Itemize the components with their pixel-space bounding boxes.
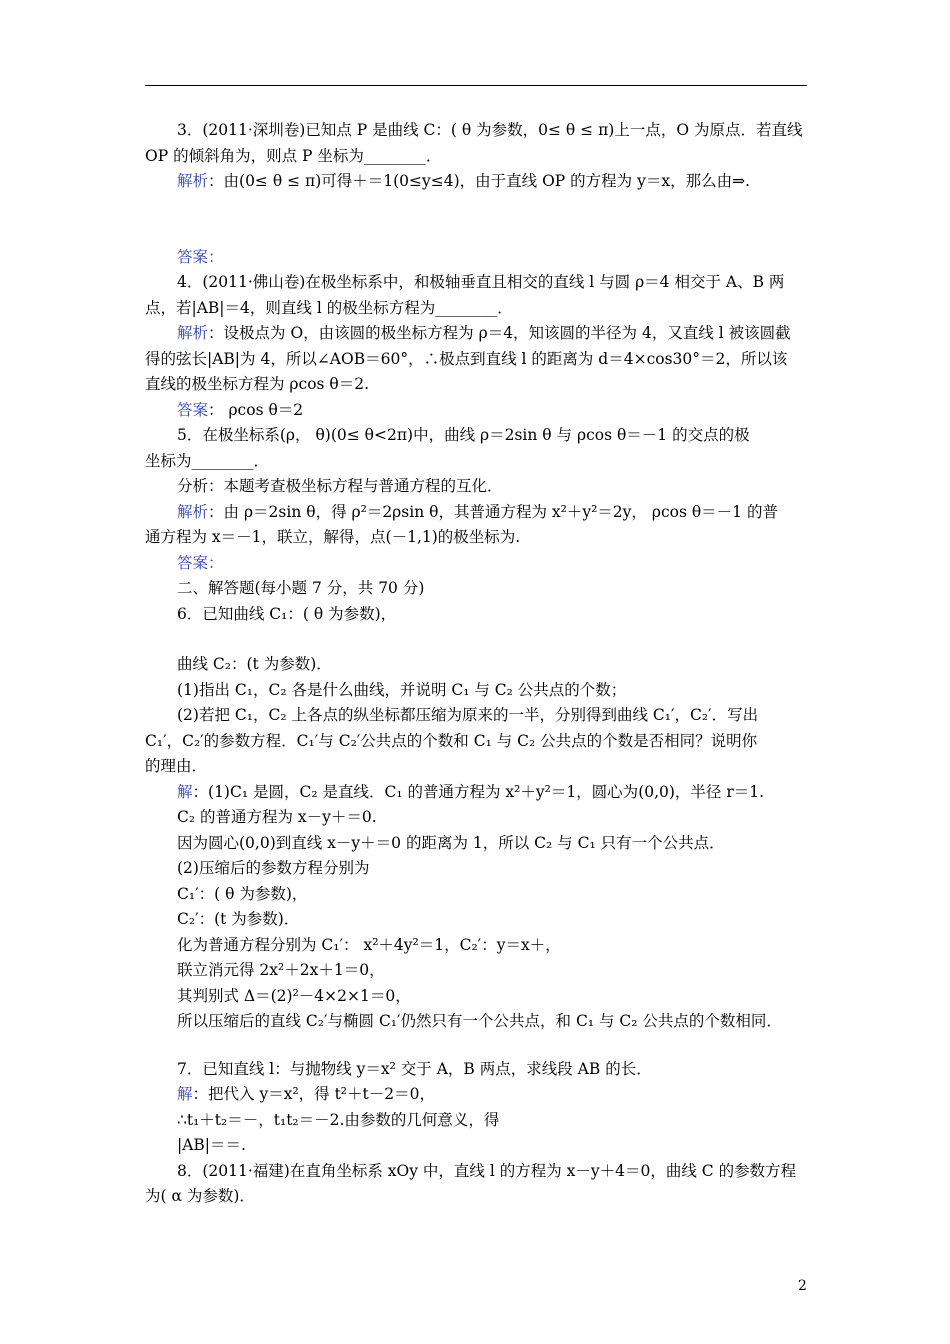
section-label: 解	[177, 782, 193, 801]
text-line	[145, 372, 807, 398]
text-line	[145, 500, 807, 526]
text-segment: |AB|＝＝.	[177, 1136, 246, 1154]
text-segment: C₁′，C₂′的参数方程．C₁′与 C₂′公共点的个数和 C₁ 与 C₂ 公共点的个数是否相同？说明你	[145, 731, 758, 750]
text-line	[145, 652, 807, 678]
text-segment: 曲线 C₂：(t 为参数)．	[177, 655, 332, 673]
text-line	[145, 169, 807, 195]
text-segment: (2)若把 C₁，C₂ 上各点的纵坐标都压缩为原来的一半，分别得到曲线 C₁′，C₂′．写出	[177, 706, 759, 724]
text-segment: 化为普通方程分别为 C₁′： x²＋4y²＝1，C₂′：y＝x＋，	[177, 935, 561, 954]
text-line	[145, 984, 807, 1010]
text-line	[145, 729, 807, 755]
text-line	[145, 1133, 807, 1159]
text-line	[145, 144, 807, 170]
text-segment: 坐标为________．	[145, 451, 270, 470]
text-segment: 7．已知直线 l：与抛物线 y＝x² 交于 A，B 两点，求线段 AB 的长．	[177, 1059, 652, 1078]
text-line	[145, 1009, 807, 1035]
text-line	[145, 831, 807, 857]
text-line	[145, 551, 807, 577]
text-segment: 的理由．	[145, 757, 208, 775]
text-segment: ：把代入 y＝x²，得 t²＋t－2＝0，	[192, 1085, 435, 1103]
text-segment: 所以压缩后的直线 C₂′与椭圆 C₁′仍然只有一个公共点，和 C₁ 与 C₂ 公共点的个数相同．	[177, 1012, 782, 1030]
text-line	[145, 449, 807, 475]
text-line	[145, 1082, 807, 1108]
text-line	[145, 754, 807, 780]
text-segment: 得的弦长|AB|为 4，所以∠AOB＝60°，∴极点到直线 l 的距离为 d＝4×cos30°＝2，所以该	[145, 349, 788, 368]
text-line	[145, 270, 807, 296]
section-label: 答案	[177, 400, 209, 419]
text-line	[145, 576, 807, 602]
text-segment: 3．(2011·深圳卷)已知点 P 是曲线 C：( θ 为参数，0≤ θ ≤ π)上一点，O 为原点．若直线	[177, 121, 803, 139]
text-segment: ： ρcos θ＝2	[208, 400, 304, 419]
text-line	[145, 321, 807, 347]
text-line	[145, 958, 807, 984]
text-segment: 为( α 为参数)．	[145, 1187, 255, 1205]
section-label: 答案：	[177, 247, 224, 266]
text-line	[145, 1159, 807, 1185]
text-line	[145, 398, 807, 424]
text-line	[145, 678, 807, 704]
text-segment: C₂ 的普通方程为 x－y＋＝0.	[177, 808, 377, 826]
text-line	[145, 703, 807, 729]
text-segment: 4．(2011·佛山卷)在极坐标系中，和极轴垂直且相交的直线 l 与圆 ρ＝4 相交于 A、B 两	[177, 273, 785, 291]
section-label: 答案：	[177, 553, 224, 572]
text-line	[145, 296, 807, 322]
text-segment: 二、解答题(每小题 7 分，共 70 分)	[177, 579, 425, 597]
text-segment: C₁′：( θ 为参数)，	[177, 884, 308, 903]
blank-space	[145, 627, 807, 652]
section-label: 解析	[177, 502, 209, 521]
text-segment: (2)压缩后的参数方程分别为	[177, 859, 370, 877]
blank-space	[145, 195, 807, 245]
text-line	[145, 474, 807, 500]
text-segment: ：由(0≤ θ ≤ π)可得＋＝1(0≤y≤4)，由于直线 OP 的方程为 y＝x，那么由⇒.	[208, 172, 750, 190]
text-line	[145, 1184, 807, 1210]
text-segment: 联立消元得 2x²＋2x＋1＝0，	[177, 961, 385, 979]
document-body	[145, 118, 807, 1210]
text-line	[145, 118, 807, 144]
text-line	[145, 245, 807, 271]
text-segment: 分析：本题考查极坐标方程与普通方程的互化．	[177, 477, 503, 495]
text-segment: 因为圆心(0,0)到直线 x－y＋＝0 的距离为 1，所以 C₂ 与 C₁ 只有一个公共点．	[177, 833, 725, 852]
section-label: 解	[177, 1085, 193, 1103]
text-line	[145, 423, 807, 449]
header-rule	[145, 85, 807, 86]
text-line	[145, 856, 807, 882]
text-segment: ∴t₁＋t₂＝－，t₁t₂＝－2.由参数的几何意义，得	[177, 1110, 500, 1129]
text-segment: (1)指出 C₁，C₂ 各是什么曲线，并说明 C₁ 与 C₂ 公共点的个数；	[177, 680, 627, 699]
text-line	[145, 525, 807, 551]
text-line	[145, 780, 807, 806]
text-segment: C₂′：(t 为参数)．	[177, 910, 300, 928]
page-number: 2	[798, 1278, 807, 1294]
text-line	[145, 933, 807, 959]
text-line	[145, 602, 807, 628]
blank-space	[145, 1035, 807, 1057]
text-segment: ：由 ρ＝2sin θ，得 ρ²＝2ρsin θ，其普通方程为 x²＋y²＝2y， ρcos θ＝－1 的普	[208, 502, 778, 521]
text-segment: 5．在极坐标系(ρ， θ)(0≤ θ<2π)中，曲线 ρ＝2sin θ 与 ρcos θ＝－1 的交点的极	[177, 426, 750, 444]
text-line	[145, 347, 807, 373]
text-line	[145, 805, 807, 831]
section-label: 解析	[177, 324, 209, 342]
text-line	[145, 1057, 807, 1083]
text-segment: 其判别式 Δ＝(2)²－4×2×1＝0，	[177, 986, 411, 1005]
text-line	[145, 882, 807, 908]
text-line	[145, 1108, 807, 1134]
text-segment: 通方程为 x＝－1，联立，解得，点(－1,1)的极坐标为.	[145, 528, 521, 546]
text-segment: 点，若|AB|＝4，则直线 l 的极坐标方程为________．	[145, 298, 513, 317]
text-segment: ：设极点为 O，由该圆的极坐标方程为 ρ＝4，知该圆的半径为 4，又直线 l 被该圆截	[208, 324, 791, 342]
text-segment: 6．已知曲线 C₁：( θ 为参数)，	[177, 604, 397, 623]
section-label: 解析	[177, 172, 209, 190]
text-segment: 直线的极坐标方程为 ρcos θ＝2.	[145, 375, 370, 393]
text-segment: OP 的倾斜角为，则点 P 坐标为________．	[145, 146, 442, 165]
text-segment: ：(1)C₁ 是圆，C₂ 是直线．C₁ 的普通方程为 x²＋y²＝1，圆心为(0,0)，半径 r＝1.	[192, 782, 765, 801]
text-segment: 8．(2011·福建)在直角坐标系 xOy 中，直线 l 的方程为 x－y＋4＝0，曲线 C 的参数方程	[177, 1161, 797, 1180]
text-line	[145, 907, 807, 933]
